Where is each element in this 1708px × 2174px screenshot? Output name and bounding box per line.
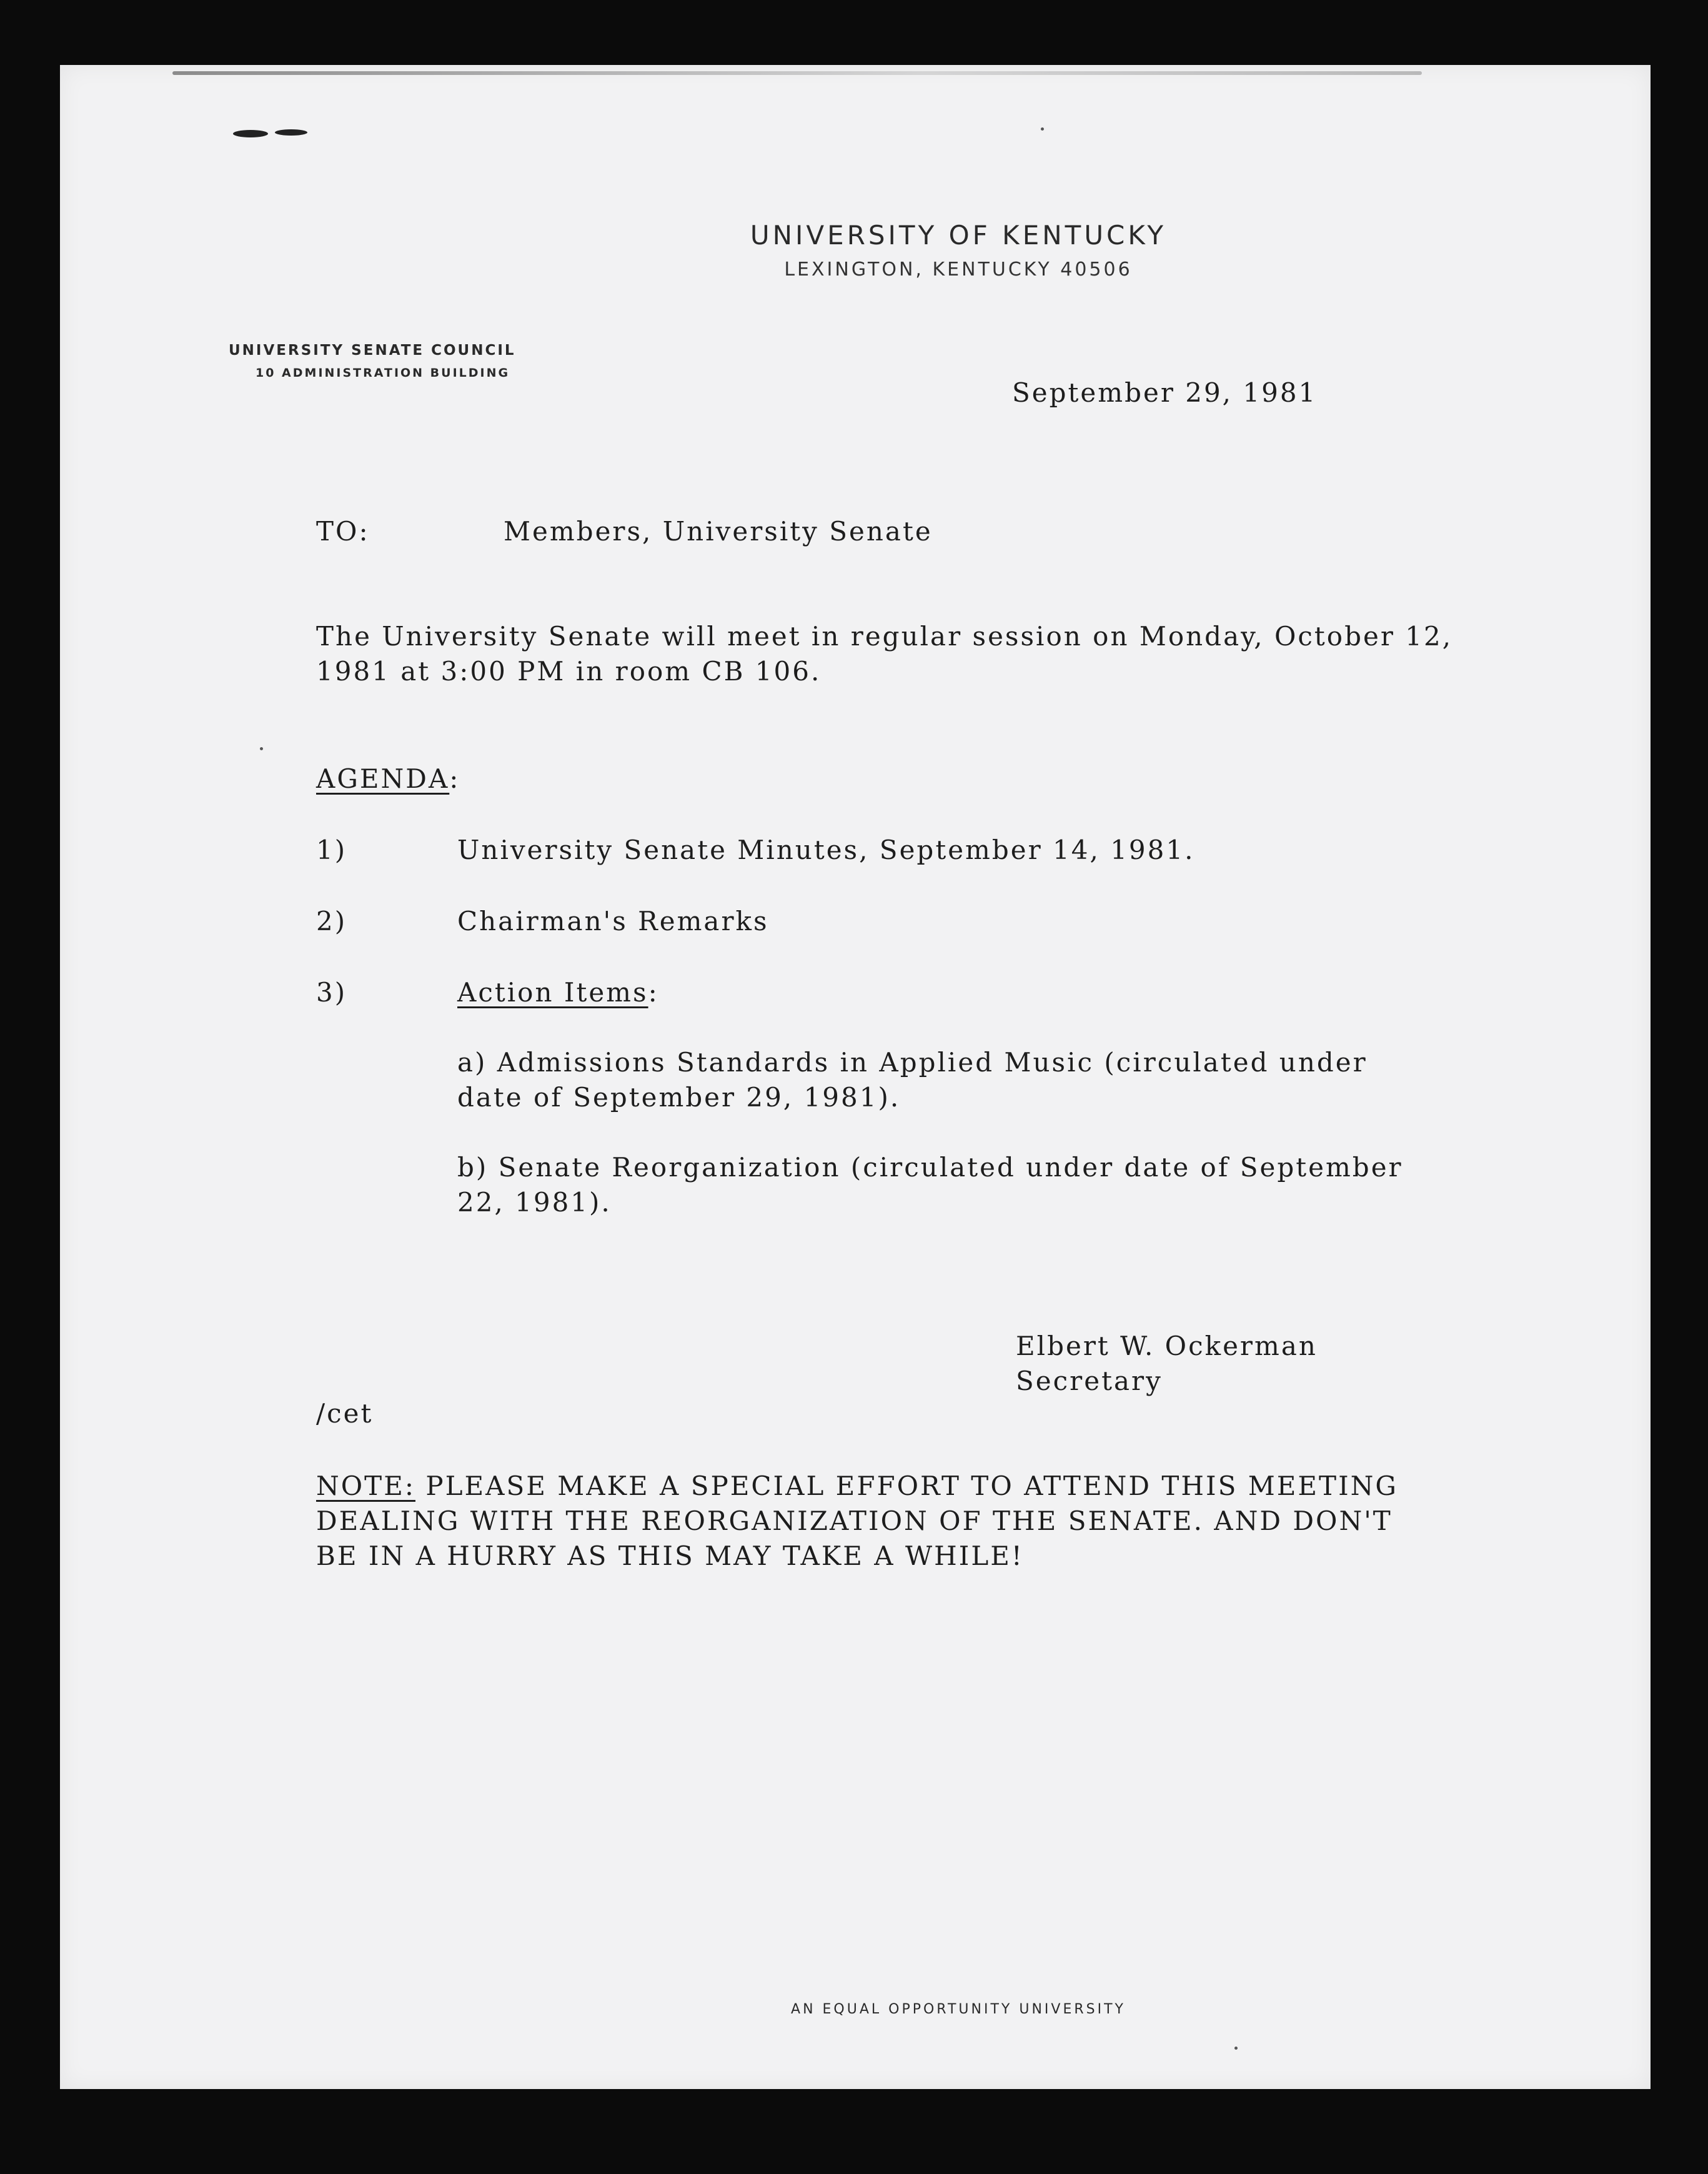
action-items-colon: : (648, 977, 659, 1008)
sub-item-a-line-2: date of September 29, 1981). (457, 1082, 901, 1113)
note-line-1 (316, 1471, 1398, 1501)
sub-item-b-line-2: 22, 1981). (457, 1187, 612, 1218)
intro-line-1: The University Senate will meet in regular session on Monday, October 12, (316, 621, 1453, 652)
signature-title: Secretary (1016, 1366, 1163, 1396)
agenda-heading (316, 763, 460, 794)
paper-edge-shadow (172, 71, 1422, 75)
paper-speck (1234, 2047, 1238, 2050)
paper-speck (260, 747, 263, 750)
agenda-item-number: 1) (316, 835, 347, 865)
agenda-item-minutes: University Senate Minutes, September 14, 1981. (457, 835, 1195, 865)
signature-name: Elbert W. Ockerman (1016, 1331, 1318, 1361)
action-items-label: Action Items (457, 977, 648, 1008)
typist-initials: /cet (316, 1398, 374, 1429)
to-recipients: Members, University Senate (504, 516, 933, 547)
agenda-item-action-items (457, 977, 659, 1008)
letterhead-institution: UNIVERSITY OF KENTUCKY (750, 220, 1167, 251)
letterhead-department: UNIVERSITY SENATE COUNCIL (229, 342, 516, 359)
letterhead-building: 10 ADMINISTRATION BUILDING (256, 366, 510, 380)
to-label: TO: (316, 516, 370, 547)
memo-date: September 29, 1981 (1012, 377, 1318, 408)
letterhead-address: LEXINGTON, KENTUCKY 40506 (784, 259, 1133, 280)
ink-smudge (232, 127, 313, 139)
agenda-item-remarks: Chairman's Remarks (457, 906, 769, 936)
note-label: NOTE: (316, 1471, 416, 1501)
sub-item-b-line-1: b) Senate Reorganization (circulated under date of September (457, 1152, 1403, 1183)
intro-line-2: 1981 at 3:00 PM in room CB 106. (316, 656, 822, 687)
paper-speck (1041, 127, 1044, 131)
document-page (60, 65, 1651, 2089)
note-line-2: DEALING WITH THE REORGANIZATION OF THE SENATE. AND DON'T (316, 1506, 1393, 1536)
note-line-3: BE IN A HURRY AS THIS MAY TAKE A WHILE! (316, 1541, 1024, 1571)
note-text-1: PLEASE MAKE A SPECIAL EFFORT TO ATTEND THIS MEETING (415, 1471, 1398, 1501)
agenda-item-number: 3) (316, 977, 347, 1008)
agenda-item-number: 2) (316, 906, 347, 936)
footer-statement: AN EQUAL OPPORTUNITY UNIVERSITY (791, 2002, 1126, 2017)
agenda-heading-colon: : (449, 763, 460, 794)
agenda-heading-text: AGENDA (316, 763, 450, 794)
sub-item-a-line-1: a) Admissions Standards in Applied Music (circulated under (457, 1047, 1368, 1078)
